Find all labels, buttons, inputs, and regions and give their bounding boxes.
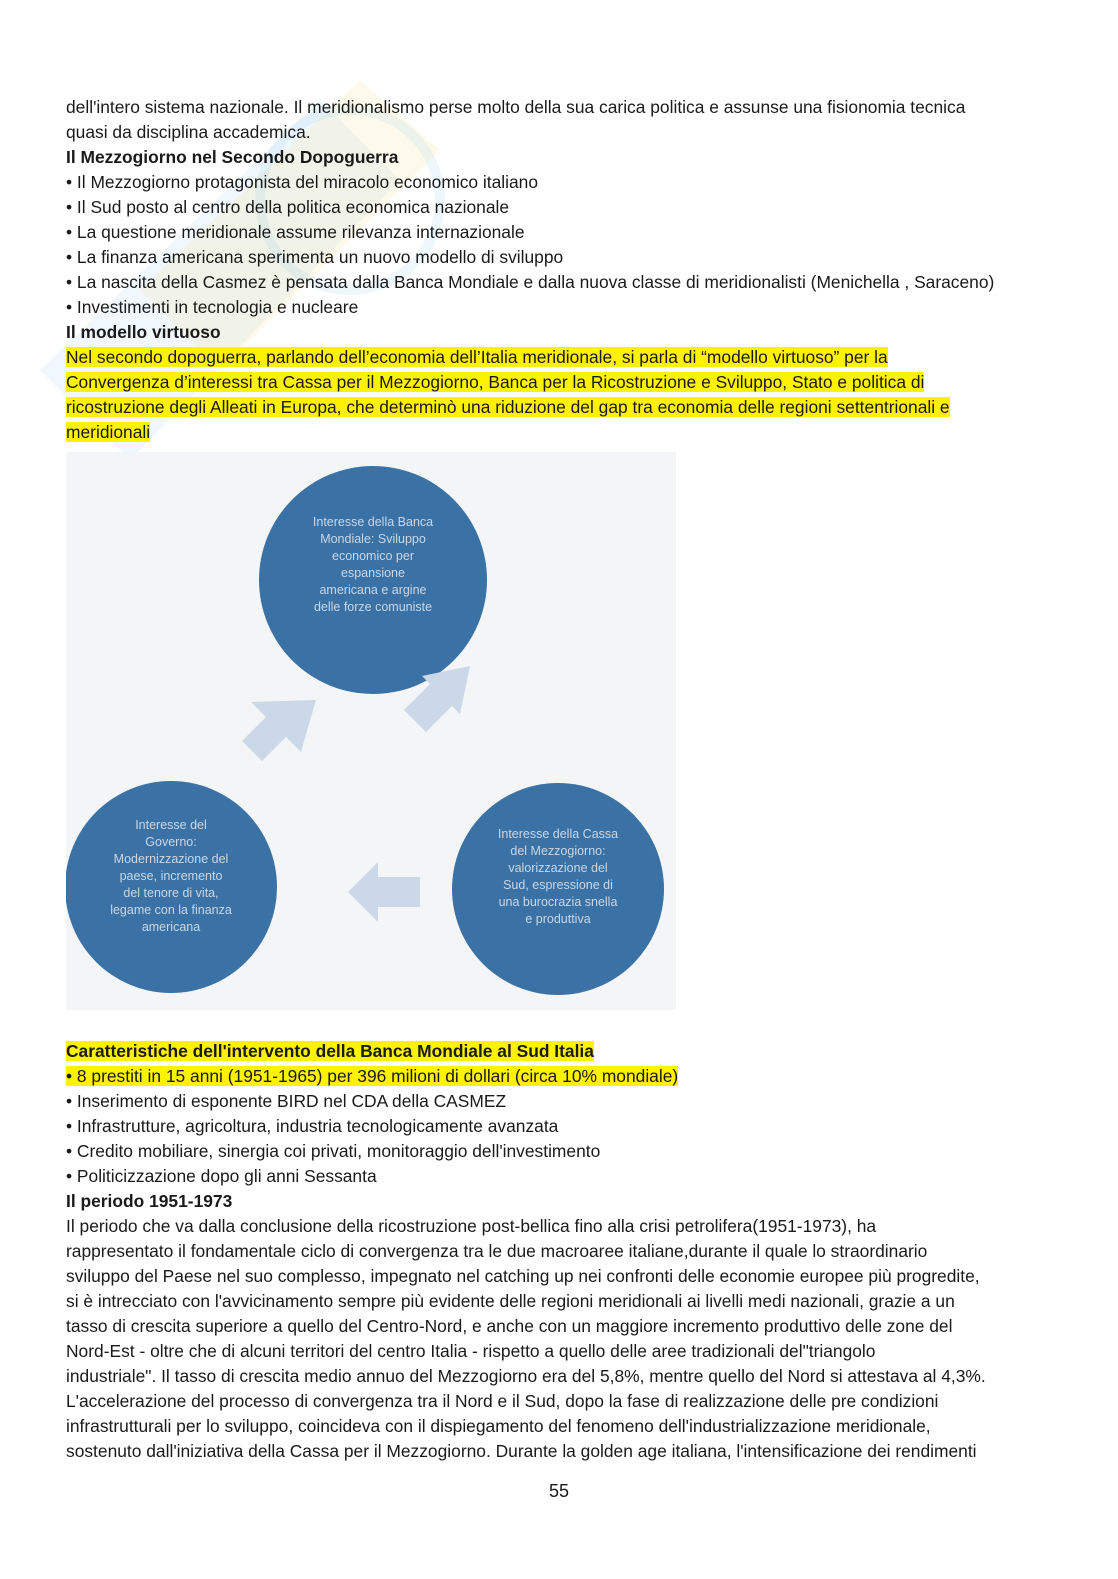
bullet-item: • La finanza americana sperimenta un nuovo modello di sviluppo (66, 247, 564, 267)
paragraph-line: L'accelerazione del processo di convergenza tra il Nord e il Sud, dopo la fase di realizzazione delle pre condizioni (66, 1391, 939, 1411)
highlighted-text: • 8 prestiti in 15 anni (1951-1965) per 396 milioni di dollari (circa 10% mondiale) (66, 1066, 679, 1086)
arrow-cassa-to-governo (348, 862, 420, 922)
highlighted-text: meridionali (66, 422, 151, 442)
convergence-cycle-diagram (66, 452, 676, 1010)
paragraph-line: rappresentato il fondamentale ciclo di convergenza tra le due macroaree italiane,durante il quale lo straordinario (66, 1241, 928, 1261)
bullet-item: • La nascita della Casmez è pensata dalla Banca Mondiale e dalla nuova classe di meridionalisti (Menichella , Saraceno) (66, 272, 995, 292)
intro-line: quasi da disciplina accademica. (66, 122, 311, 142)
highlighted-text: Convergenza d’interessi tra Cassa per il Mezzogiorno, Banca per la Ricostruzione e Sviluppo, Stato e politica di (66, 372, 925, 392)
circle-text-cassa: Interesse della Cassa del Mezzogiorno: valorizzazione del Sud, espressione di una burocrazia snella e produttiva (497, 827, 619, 926)
bullet-item: • Credito mobiliare, sinergia coi privati, monitoraggio dell'investimento (66, 1141, 601, 1161)
paragraph-line: si è intrecciato con l'avvicinamento sempre più evidente delle regioni meridionali ai livelli medi nazionali, grazie a un (66, 1291, 955, 1311)
circle-text-banca: Interesse della Banca Mondiale: Sviluppo economico per espansione americana e argine delle forze comuniste (312, 515, 434, 614)
section-heading-virtuoso: Il modello virtuoso (66, 322, 221, 342)
section-heading-periodo: Il periodo 1951-1973 (66, 1191, 233, 1211)
paragraph-line: tasso di crescita superiore a quello del Centro-Nord, e anche con un maggiore incremento produttivo delle zone del (66, 1316, 953, 1336)
bullet-item: • Inserimento di esponente BIRD nel CDA della CASMEZ (66, 1091, 507, 1111)
paragraph-line: Il periodo che va dalla conclusione della ricostruzione post-bellica fino alla crisi petrolifera(1951-1973), ha (66, 1216, 877, 1236)
bullet-item: • La questione meridionale assume rilevanza internazionale (66, 222, 525, 242)
page-number: 55 (548, 1481, 570, 1501)
bullet-item: • Infrastrutture, agricoltura, industria tecnologicamente avanzata (66, 1116, 559, 1136)
paragraph-line: sviluppo del Paese nel suo complesso, impegnato nel catching up nei confronti delle economie europee più progredite, (66, 1266, 980, 1286)
section-heading-dopoguerra: Il Mezzogiorno nel Secondo Dopoguerra (66, 147, 399, 167)
paragraph-line: industriale". Il tasso di crescita medio annuo del Mezzogiorno era del 5,8%, mentre quello del Nord si attestava al 4,3%. (66, 1366, 986, 1386)
bullet-item: • Il Mezzogiorno protagonista del miracolo economico italiano (66, 172, 539, 192)
highlighted-text: ricostruzione degli Alleati in Europa, che determinò una riduzione del gap tra economia delle regioni settentrionali e (66, 397, 950, 417)
highlighted-text: Nel secondo dopoguerra, parlando dell’economia dell’Italia meridionale, si parla di “modello virtuoso” per la (66, 347, 888, 367)
bullet-item: • Il Sud posto al centro della politica economica nazionale (66, 197, 510, 217)
paragraph-line: Nord-Est - oltre che di alcuni territori del centro Italia - rispetto a quello delle aree tradizionali del"triangolo (66, 1341, 876, 1361)
section-heading-banca: Caratteristiche dell'intervento della Banca Mondiale al Sud Italia (66, 1041, 594, 1061)
circle-text-governo: Interesse del Governo: Modernizzazione del paese, incremento del tenore di vita, legame con la finanza americana (110, 818, 232, 934)
intro-line: dell'intero sistema nazionale. Il meridionalismo perse molto della sua carica politica e assunse una fisionomia tecnica (66, 97, 966, 117)
bullet-item: • Investimenti in tecnologia e nucleare (66, 297, 359, 317)
bullet-item: • Politicizzazione dopo gli anni Sessanta (66, 1166, 377, 1186)
paragraph-line: infrastrutturali per lo sviluppo, coincideva con il dispiegamento del fenomeno dell'industrializzazione meridionale, (66, 1416, 931, 1436)
paragraph-line: sostenuto dall'iniziativa della Cassa per il Mezzogiorno. Durante la golden age italiana, l'intensificazione dei rendimenti (66, 1441, 977, 1461)
arrow-governo-to-banca (242, 700, 316, 761)
